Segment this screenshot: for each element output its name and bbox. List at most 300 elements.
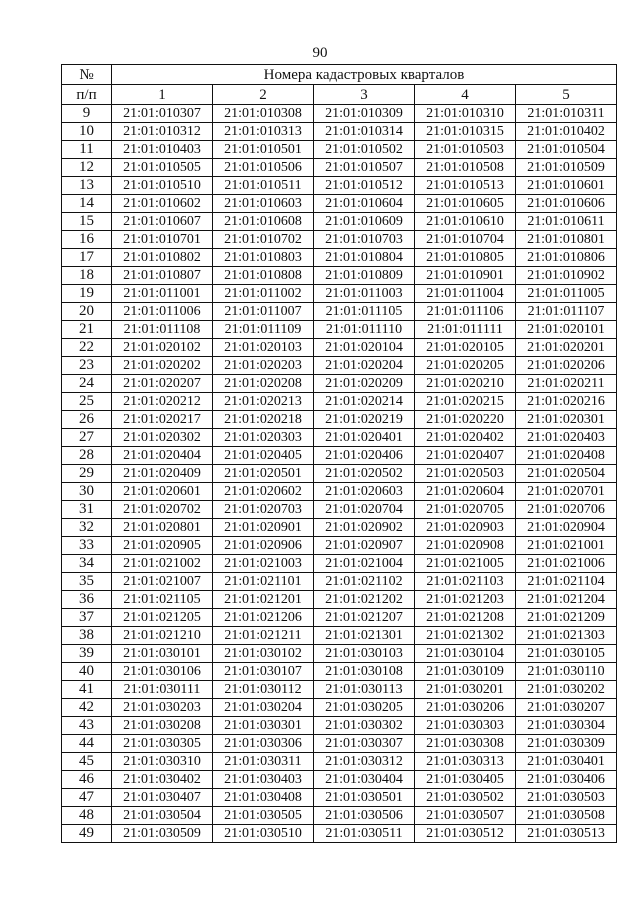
- cadastral-number-cell: 21:01:030205: [314, 699, 415, 717]
- cadastral-number-cell: 21:01:010704: [415, 231, 516, 249]
- cadastral-number-cell: 21:01:010504: [516, 141, 617, 159]
- cadastral-number-cell: 21:01:020704: [314, 501, 415, 519]
- cadastral-number-cell: 21:01:020903: [415, 519, 516, 537]
- table-row: [62, 411, 617, 429]
- cadastral-number-cell: 21:01:030511: [314, 825, 415, 843]
- table-column-numbers-row: [62, 85, 617, 105]
- row-number-header: №: [62, 65, 112, 85]
- cadastral-number-cell: 21:01:030301: [213, 717, 314, 735]
- cadastral-number-cell: 21:01:020603: [314, 483, 415, 501]
- cadastral-number-cell: 21:01:011111: [415, 321, 516, 339]
- cadastral-number-cell: 21:01:030204: [213, 699, 314, 717]
- cadastral-number-cell: 21:01:020101: [516, 321, 617, 339]
- cadastral-number-cell: 21:01:030505: [213, 807, 314, 825]
- cadastral-number-cell: 21:01:020206: [516, 357, 617, 375]
- cadastral-number-cell: 21:01:030407: [112, 789, 213, 807]
- cadastral-number-cell: 21:01:030504: [112, 807, 213, 825]
- row-number-cell: 14: [62, 195, 112, 213]
- cadastral-number-cell: 21:01:010702: [213, 231, 314, 249]
- cadastral-number-cell: 21:01:030208: [112, 717, 213, 735]
- cadastral-number-cell: 21:01:010603: [213, 195, 314, 213]
- cadastral-number-cell: 21:01:020904: [516, 519, 617, 537]
- row-number-cell: 39: [62, 645, 112, 663]
- cadastral-number-cell: 21:01:021301: [314, 627, 415, 645]
- row-number-cell: 49: [62, 825, 112, 843]
- cadastral-number-cell: 21:01:021210: [112, 627, 213, 645]
- cadastral-number-cell: 21:01:010803: [213, 249, 314, 267]
- cadastral-number-cell: 21:01:030512: [415, 825, 516, 843]
- cadastral-number-cell: 21:01:020601: [112, 483, 213, 501]
- cadastral-number-cell: 21:01:010802: [112, 249, 213, 267]
- cadastral-number-cell: 21:01:030510: [213, 825, 314, 843]
- table-row: [62, 141, 617, 159]
- cadastral-number-cell: 21:01:010609: [314, 213, 415, 231]
- table-row: [62, 825, 617, 843]
- cadastral-number-cell: 21:01:021104: [516, 573, 617, 591]
- row-number-cell: 34: [62, 555, 112, 573]
- column-number-5: 5: [516, 85, 617, 105]
- row-number-cell: 27: [62, 429, 112, 447]
- cadastral-number-cell: 21:01:020405: [213, 447, 314, 465]
- cadastral-number-cell: 21:01:020216: [516, 393, 617, 411]
- cadastral-number-cell: 21:01:010501: [213, 141, 314, 159]
- cadastral-number-cell: 21:01:020907: [314, 537, 415, 555]
- row-number-cell: 21: [62, 321, 112, 339]
- cadastral-number-cell: 21:01:021209: [516, 609, 617, 627]
- table-row: [62, 627, 617, 645]
- cadastral-number-cell: 21:01:011110: [314, 321, 415, 339]
- cadastral-number-cell: 21:01:030110: [516, 663, 617, 681]
- table-row: [62, 231, 617, 249]
- row-number-cell: 31: [62, 501, 112, 519]
- cadastral-number-cell: 21:01:020502: [314, 465, 415, 483]
- table-row: [62, 303, 617, 321]
- cadastral-number-cell: 21:01:030103: [314, 645, 415, 663]
- cadastral-number-cell: 21:01:020207: [112, 375, 213, 393]
- table-row: [62, 105, 617, 123]
- cadastral-number-cell: 21:01:021007: [112, 573, 213, 591]
- cadastral-number-cell: 21:01:030306: [213, 735, 314, 753]
- table-row: [62, 213, 617, 231]
- cadastral-number-cell: 21:01:030111: [112, 681, 213, 699]
- cadastral-number-cell: 21:01:030108: [314, 663, 415, 681]
- table-row: [62, 555, 617, 573]
- cadastral-number-cell: 21:01:020705: [415, 501, 516, 519]
- cadastral-number-cell: 21:01:020205: [415, 357, 516, 375]
- cadastral-number-cell: 21:01:021102: [314, 573, 415, 591]
- cadastral-number-cell: 21:01:030102: [213, 645, 314, 663]
- cadastral-number-cell: 21:01:020104: [314, 339, 415, 357]
- cadastral-number-cell: 21:01:010313: [213, 123, 314, 141]
- cadastral-number-cell: 21:01:030106: [112, 663, 213, 681]
- cadastral-number-cell: 21:01:020218: [213, 411, 314, 429]
- cadastral-number-cell: 21:01:010512: [314, 177, 415, 195]
- cadastral-number-cell: 21:01:020219: [314, 411, 415, 429]
- page-number: 90: [312, 45, 328, 61]
- cadastral-number-cell: 21:01:010310: [415, 105, 516, 123]
- cadastral-number-cell: 21:01:021005: [415, 555, 516, 573]
- cadastral-number-cell: 21:01:010607: [112, 213, 213, 231]
- cadastral-number-cell: 21:01:010311: [516, 105, 617, 123]
- row-number-cell: 12: [62, 159, 112, 177]
- cadastral-number-cell: 21:01:021206: [213, 609, 314, 627]
- cadastral-number-cell: 21:01:030313: [415, 753, 516, 771]
- row-number-cell: 20: [62, 303, 112, 321]
- cadastral-number-cell: 21:01:030113: [314, 681, 415, 699]
- cadastral-number-cell: 21:01:030207: [516, 699, 617, 717]
- cadastral-number-cell: 21:01:030107: [213, 663, 314, 681]
- cadastral-number-cell: 21:01:020404: [112, 447, 213, 465]
- cadastral-number-cell: 21:01:010801: [516, 231, 617, 249]
- cadastral-number-cell: 21:01:010502: [314, 141, 415, 159]
- cadastral-number-cell: 21:01:011005: [516, 285, 617, 303]
- row-number-cell: 41: [62, 681, 112, 699]
- row-number-cell: 30: [62, 483, 112, 501]
- cadastral-number-cell: 21:01:030404: [314, 771, 415, 789]
- cadastral-number-cell: 21:01:030508: [516, 807, 617, 825]
- cadastral-number-cell: 21:01:010806: [516, 249, 617, 267]
- cadastral-number-cell: 21:01:021001: [516, 537, 617, 555]
- table-header-row: [62, 65, 617, 85]
- cadastral-number-cell: 21:01:021204: [516, 591, 617, 609]
- table-row: [62, 357, 617, 375]
- cadastral-number-cell: 21:01:021103: [415, 573, 516, 591]
- cadastral-number-cell: 21:01:020409: [112, 465, 213, 483]
- cadastral-number-cell: 21:01:030402: [112, 771, 213, 789]
- table-row: [62, 807, 617, 825]
- row-number-cell: 28: [62, 447, 112, 465]
- cadastral-number-cell: 21:01:020908: [415, 537, 516, 555]
- cadastral-number-cell: 21:01:020209: [314, 375, 415, 393]
- table-row: [62, 699, 617, 717]
- cadastral-quarters-table: [61, 64, 617, 843]
- cadastral-number-cell: 21:01:011105: [314, 303, 415, 321]
- cadastral-number-cell: 21:01:021004: [314, 555, 415, 573]
- table-row: [62, 321, 617, 339]
- table-row: [62, 465, 617, 483]
- row-number-cell: 17: [62, 249, 112, 267]
- cadastral-number-cell: 21:01:010808: [213, 267, 314, 285]
- cadastral-number-cell: 21:01:030513: [516, 825, 617, 843]
- row-number-cell: 24: [62, 375, 112, 393]
- cadastral-number-cell: 21:01:021203: [415, 591, 516, 609]
- column-number-1: 1: [112, 85, 213, 105]
- row-number-cell: 32: [62, 519, 112, 537]
- cadastral-number-cell: 21:01:030206: [415, 699, 516, 717]
- cadastral-number-cell: 21:01:030311: [213, 753, 314, 771]
- cadastral-number-cell: 21:01:030401: [516, 753, 617, 771]
- table-row: [62, 267, 617, 285]
- row-number-cell: 10: [62, 123, 112, 141]
- cadastral-number-cell: 21:01:010312: [112, 123, 213, 141]
- cadastral-number-cell: 21:01:020501: [213, 465, 314, 483]
- row-number-cell: 44: [62, 735, 112, 753]
- row-number-cell: 26: [62, 411, 112, 429]
- group-header: Номера кадастровых кварталов: [112, 65, 617, 85]
- table-row: [62, 501, 617, 519]
- cadastral-number-cell: 21:01:010511: [213, 177, 314, 195]
- cadastral-number-cell: 21:01:020706: [516, 501, 617, 519]
- column-number-2: 2: [213, 85, 314, 105]
- cadastral-number-cell: 21:01:030506: [314, 807, 415, 825]
- cadastral-number-cell: 21:01:020906: [213, 537, 314, 555]
- row-number-cell: 33: [62, 537, 112, 555]
- row-number-cell: 48: [62, 807, 112, 825]
- cadastral-number-cell: 21:01:030309: [516, 735, 617, 753]
- cadastral-number-cell: 21:01:021211: [213, 627, 314, 645]
- cadastral-number-cell: 21:01:011106: [415, 303, 516, 321]
- table-row: [62, 591, 617, 609]
- cadastral-number-cell: 21:01:011004: [415, 285, 516, 303]
- cadastral-number-cell: 21:01:010307: [112, 105, 213, 123]
- table-body: [62, 105, 617, 843]
- cadastral-number-cell: 21:01:021208: [415, 609, 516, 627]
- cadastral-number-cell: 21:01:020403: [516, 429, 617, 447]
- row-number-cell: 45: [62, 753, 112, 771]
- cadastral-number-cell: 21:01:020211: [516, 375, 617, 393]
- table-row: [62, 393, 617, 411]
- row-number-cell: 22: [62, 339, 112, 357]
- table-row: [62, 339, 617, 357]
- cadastral-number-cell: 21:01:030503: [516, 789, 617, 807]
- cadastral-number-cell: 21:01:021002: [112, 555, 213, 573]
- cadastral-number-cell: 21:01:020401: [314, 429, 415, 447]
- cadastral-number-cell: 21:01:010610: [415, 213, 516, 231]
- cadastral-number-cell: 21:01:030509: [112, 825, 213, 843]
- row-number-cell: 13: [62, 177, 112, 195]
- row-number-cell: 9: [62, 105, 112, 123]
- cadastral-number-cell: 21:01:020201: [516, 339, 617, 357]
- cadastral-number-cell: 21:01:030109: [415, 663, 516, 681]
- row-number-cell: 38: [62, 627, 112, 645]
- cadastral-number-cell: 21:01:010403: [112, 141, 213, 159]
- cadastral-number-cell: 21:01:020504: [516, 465, 617, 483]
- cadastral-number-cell: 21:01:021302: [415, 627, 516, 645]
- table-row: [62, 375, 617, 393]
- cadastral-number-cell: 21:01:020204: [314, 357, 415, 375]
- row-number-cell: 46: [62, 771, 112, 789]
- cadastral-number-cell: 21:01:010703: [314, 231, 415, 249]
- cadastral-number-cell: 21:01:030203: [112, 699, 213, 717]
- cadastral-number-cell: 21:01:010902: [516, 267, 617, 285]
- cadastral-number-cell: 21:01:030304: [516, 717, 617, 735]
- cadastral-number-cell: 21:01:020407: [415, 447, 516, 465]
- cadastral-number-cell: 21:01:030302: [314, 717, 415, 735]
- cadastral-number-cell: 21:01:030307: [314, 735, 415, 753]
- cadastral-number-cell: 21:01:010809: [314, 267, 415, 285]
- cadastral-number-cell: 21:01:011109: [213, 321, 314, 339]
- row-number-cell: 43: [62, 717, 112, 735]
- row-number-cell: 25: [62, 393, 112, 411]
- cadastral-number-cell: 21:01:010807: [112, 267, 213, 285]
- cadastral-number-cell: 21:01:020212: [112, 393, 213, 411]
- table-row: [62, 249, 617, 267]
- table-row: [62, 753, 617, 771]
- cadastral-number-cell: 21:01:030105: [516, 645, 617, 663]
- cadastral-number-cell: 21:01:020602: [213, 483, 314, 501]
- cadastral-number-cell: 21:01:021205: [112, 609, 213, 627]
- table-row: [62, 573, 617, 591]
- cadastral-number-cell: 21:01:010315: [415, 123, 516, 141]
- cadastral-number-cell: 21:01:030303: [415, 717, 516, 735]
- cadastral-number-cell: 21:01:010507: [314, 159, 415, 177]
- cadastral-number-cell: 21:01:020902: [314, 519, 415, 537]
- column-number-3: 3: [314, 85, 415, 105]
- table-row: [62, 789, 617, 807]
- cadastral-number-cell: 21:01:030112: [213, 681, 314, 699]
- row-number-cell: 37: [62, 609, 112, 627]
- cadastral-number-cell: 21:01:020301: [516, 411, 617, 429]
- table-row: [62, 123, 617, 141]
- cadastral-number-cell: 21:01:020406: [314, 447, 415, 465]
- table-row: [62, 771, 617, 789]
- cadastral-number-cell: 21:01:020302: [112, 429, 213, 447]
- cadastral-number-cell: 21:01:020408: [516, 447, 617, 465]
- cadastral-number-cell: 21:01:020901: [213, 519, 314, 537]
- row-number-cell: 23: [62, 357, 112, 375]
- cadastral-number-cell: 21:01:020217: [112, 411, 213, 429]
- cadastral-number-cell: 21:01:011107: [516, 303, 617, 321]
- cadastral-number-cell: 21:01:010611: [516, 213, 617, 231]
- cadastral-number-cell: 21:01:020215: [415, 393, 516, 411]
- table-row: [62, 177, 617, 195]
- cadastral-number-cell: 21:01:021105: [112, 591, 213, 609]
- cadastral-number-cell: 21:01:021202: [314, 591, 415, 609]
- table-row: [62, 519, 617, 537]
- cadastral-number-cell: 21:01:030308: [415, 735, 516, 753]
- table-row: [62, 159, 617, 177]
- cadastral-number-cell: 21:01:020703: [213, 501, 314, 519]
- cadastral-number-cell: 21:01:020102: [112, 339, 213, 357]
- cadastral-number-cell: 21:01:020402: [415, 429, 516, 447]
- cadastral-number-cell: 21:01:020210: [415, 375, 516, 393]
- cadastral-number-cell: 21:01:010308: [213, 105, 314, 123]
- cadastral-number-cell: 21:01:011002: [213, 285, 314, 303]
- cadastral-number-cell: 21:01:010602: [112, 195, 213, 213]
- cadastral-number-cell: 21:01:010601: [516, 177, 617, 195]
- row-number-cell: 42: [62, 699, 112, 717]
- cadastral-number-cell: 21:01:021006: [516, 555, 617, 573]
- table-row: [62, 285, 617, 303]
- table-row: [62, 645, 617, 663]
- cadastral-number-cell: 21:01:030405: [415, 771, 516, 789]
- cadastral-number-cell: 21:01:030104: [415, 645, 516, 663]
- cadastral-number-cell: 21:01:011108: [112, 321, 213, 339]
- cadastral-number-cell: 21:01:020604: [415, 483, 516, 501]
- cadastral-number-cell: 21:01:030403: [213, 771, 314, 789]
- row-number-cell: 35: [62, 573, 112, 591]
- cadastral-number-cell: 21:01:010701: [112, 231, 213, 249]
- cadastral-number-cell: 21:01:021101: [213, 573, 314, 591]
- cadastral-number-cell: 21:01:030507: [415, 807, 516, 825]
- cadastral-number-cell: 21:01:030408: [213, 789, 314, 807]
- cadastral-number-cell: 21:01:020503: [415, 465, 516, 483]
- cadastral-number-cell: 21:01:030501: [314, 789, 415, 807]
- cadastral-number-cell: 21:01:010309: [314, 105, 415, 123]
- table-row: [62, 483, 617, 501]
- cadastral-number-cell: 21:01:010604: [314, 195, 415, 213]
- table-row: [62, 447, 617, 465]
- cadastral-number-cell: 21:01:020702: [112, 501, 213, 519]
- table-row: [62, 429, 617, 447]
- cadastral-number-cell: 21:01:011007: [213, 303, 314, 321]
- cadastral-number-cell: 21:01:020202: [112, 357, 213, 375]
- cadastral-number-cell: 21:01:020105: [415, 339, 516, 357]
- cadastral-number-cell: 21:01:010605: [415, 195, 516, 213]
- cadastral-number-cell: 21:01:021003: [213, 555, 314, 573]
- table-row: [62, 735, 617, 753]
- row-number-cell: 11: [62, 141, 112, 159]
- cadastral-number-cell: 21:01:020203: [213, 357, 314, 375]
- cadastral-number-cell: 21:01:020701: [516, 483, 617, 501]
- cadastral-number-cell: 21:01:010508: [415, 159, 516, 177]
- cadastral-number-cell: 21:01:021207: [314, 609, 415, 627]
- cadastral-number-cell: 21:01:010608: [213, 213, 314, 231]
- cadastral-number-cell: 21:01:020214: [314, 393, 415, 411]
- cadastral-number-cell: 21:01:011001: [112, 285, 213, 303]
- cadastral-number-cell: 21:01:010506: [213, 159, 314, 177]
- cadastral-number-cell: 21:01:030201: [415, 681, 516, 699]
- row-number-cell: 36: [62, 591, 112, 609]
- row-number-cell: 40: [62, 663, 112, 681]
- cadastral-number-cell: 21:01:010314: [314, 123, 415, 141]
- cadastral-number-cell: 21:01:010509: [516, 159, 617, 177]
- cadastral-number-cell: 21:01:020213: [213, 393, 314, 411]
- cadastral-number-cell: 21:01:010503: [415, 141, 516, 159]
- cadastral-number-cell: 21:01:011006: [112, 303, 213, 321]
- table-row: [62, 537, 617, 555]
- cadastral-number-cell: 21:01:030305: [112, 735, 213, 753]
- column-number-4: 4: [415, 85, 516, 105]
- cadastral-number-cell: 21:01:030101: [112, 645, 213, 663]
- row-number-cell: 16: [62, 231, 112, 249]
- cadastral-number-cell: 21:01:010606: [516, 195, 617, 213]
- cadastral-number-cell: 21:01:030310: [112, 753, 213, 771]
- cadastral-number-cell: 21:01:021303: [516, 627, 617, 645]
- cadastral-number-cell: 21:01:021201: [213, 591, 314, 609]
- row-number-cell: 47: [62, 789, 112, 807]
- row-number-cell: 19: [62, 285, 112, 303]
- table-row: [62, 681, 617, 699]
- table-row: [62, 195, 617, 213]
- cadastral-number-cell: 21:01:010901: [415, 267, 516, 285]
- row-number-cell: 18: [62, 267, 112, 285]
- cadastral-number-cell: 21:01:030312: [314, 753, 415, 771]
- cadastral-number-cell: 21:01:010402: [516, 123, 617, 141]
- cadastral-number-cell: 21:01:010805: [415, 249, 516, 267]
- row-number-subheader: п/п: [62, 85, 112, 105]
- cadastral-number-cell: 21:01:020303: [213, 429, 314, 447]
- cadastral-number-cell: 21:01:020801: [112, 519, 213, 537]
- cadastral-number-cell: 21:01:020208: [213, 375, 314, 393]
- cadastral-number-cell: 21:01:020103: [213, 339, 314, 357]
- cadastral-number-cell: 21:01:030502: [415, 789, 516, 807]
- cadastral-number-cell: 21:01:011003: [314, 285, 415, 303]
- cadastral-number-cell: 21:01:030406: [516, 771, 617, 789]
- cadastral-number-cell: 21:01:020905: [112, 537, 213, 555]
- cadastral-number-cell: 21:01:010513: [415, 177, 516, 195]
- cadastral-number-cell: 21:01:010505: [112, 159, 213, 177]
- cadastral-number-cell: 21:01:010510: [112, 177, 213, 195]
- row-number-cell: 15: [62, 213, 112, 231]
- table-row: [62, 609, 617, 627]
- row-number-cell: 29: [62, 465, 112, 483]
- cadastral-number-cell: 21:01:030202: [516, 681, 617, 699]
- cadastral-number-cell: 21:01:020220: [415, 411, 516, 429]
- cadastral-number-cell: 21:01:010804: [314, 249, 415, 267]
- table-row: [62, 663, 617, 681]
- table-row: [62, 717, 617, 735]
